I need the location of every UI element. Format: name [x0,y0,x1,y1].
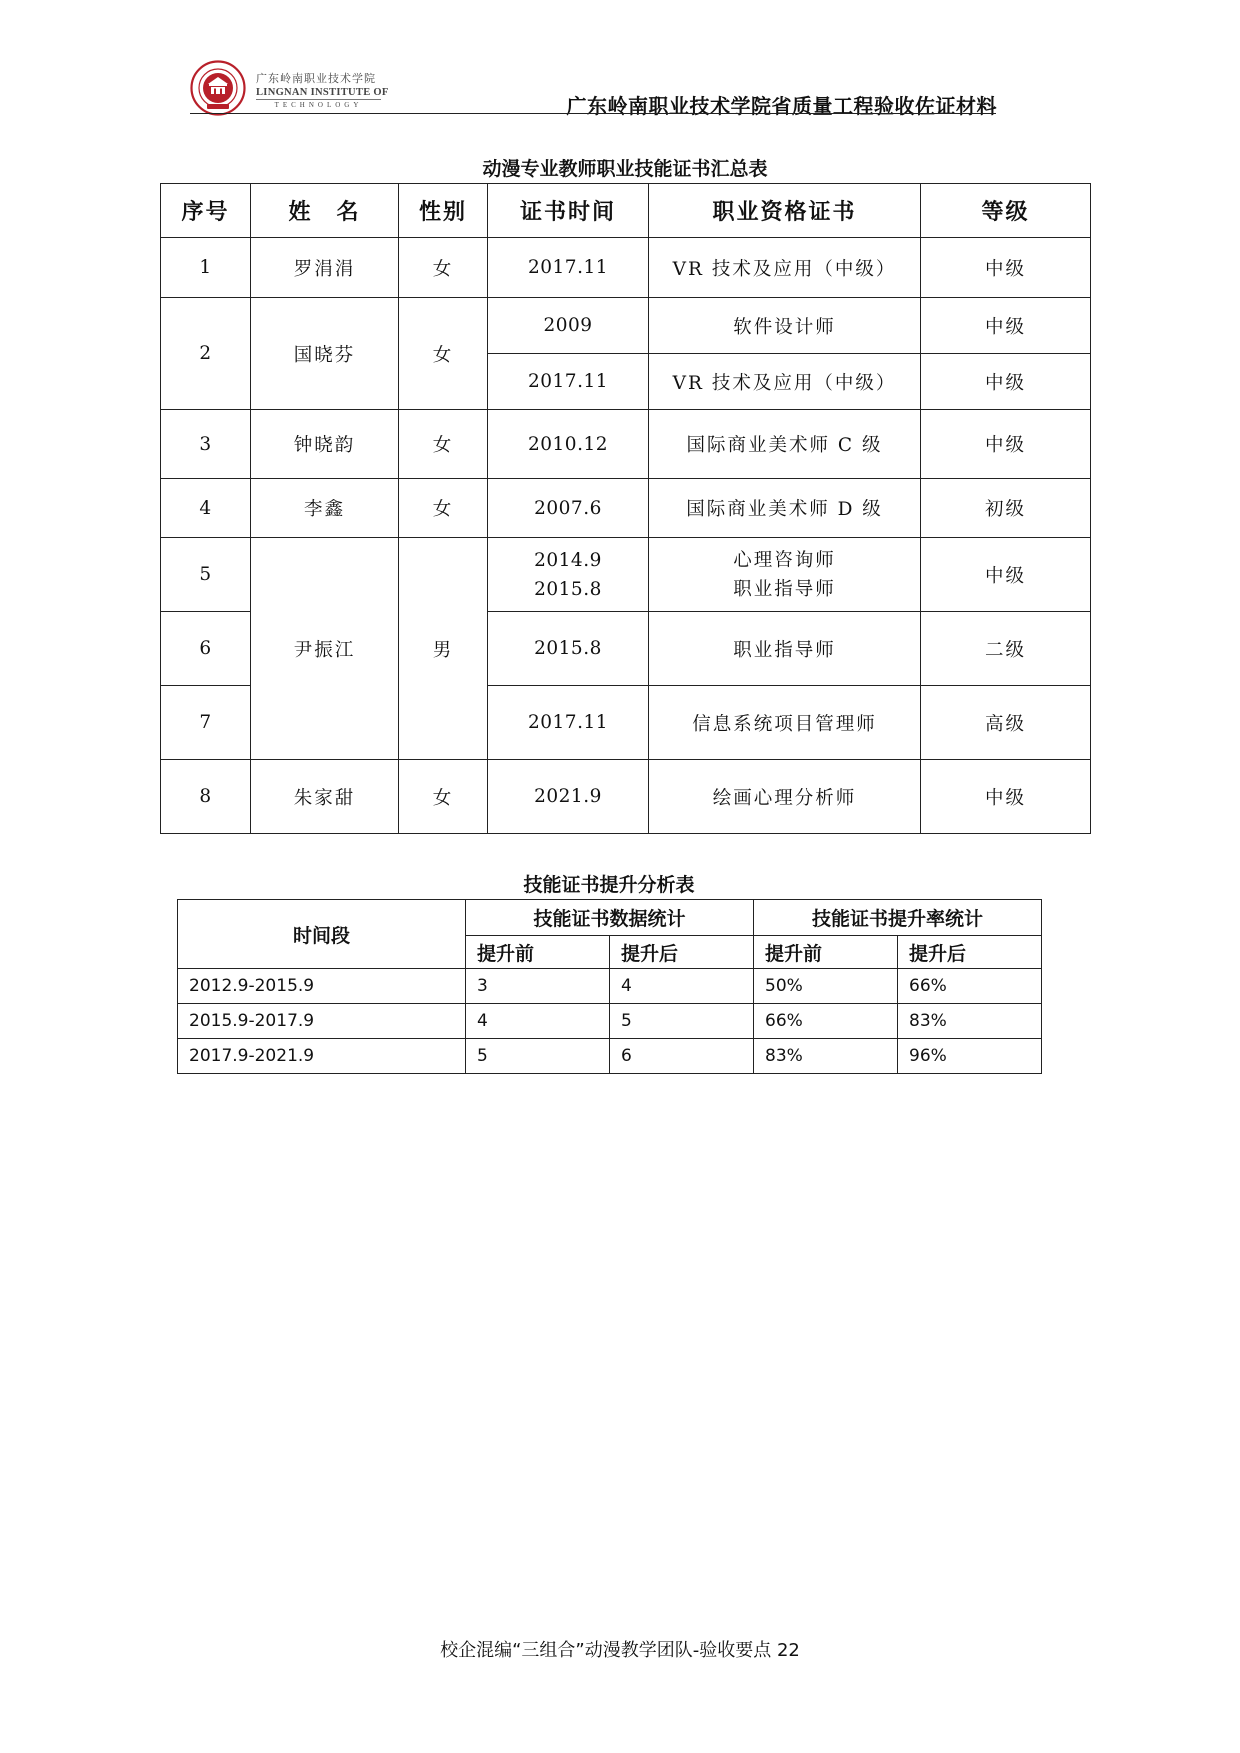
cell-rate-before: 66% [754,1004,898,1039]
cell-index: 2 [161,298,251,410]
cell-index: 8 [161,760,251,834]
table-row [161,479,1091,538]
cell-rate-after: 83% [898,1004,1042,1039]
cell-certificate: 信息系统项目管理师 [649,686,921,760]
cell-period: 2012.9-2015.9 [178,969,466,1004]
certificate-improvement-table [177,899,1042,1074]
cell-before: 5 [466,1039,610,1074]
cell-level: 中级 [921,410,1091,479]
cell-rate-before: 83% [754,1039,898,1074]
header-title: 广东岭南职业技术学院省质量工程验收佐证材料 [566,94,997,118]
header-period: 时间段 [178,900,466,969]
table1-header-row [161,184,1091,238]
cell-date-line: 2014.9 [534,549,602,571]
cell-before: 3 [466,969,610,1004]
header-cert-date: 证书时间 [488,184,649,238]
cell-gender: 女 [399,479,488,538]
cell-name: 朱家甜 [251,760,399,834]
cell-before: 4 [466,1004,610,1039]
table2-header-row [178,900,1042,936]
school-seal-logo [190,60,246,116]
cell-certificate: 国际商业美术师 D 级 [649,479,921,538]
cell-name: 李鑫 [251,479,399,538]
cell-certificate: 软件设计师 [649,298,921,354]
cell-date-line: 2015.8 [534,578,602,600]
header-divider [190,113,996,114]
cell-date: 2010.12 [488,410,649,479]
cell-name: 钟晓韵 [251,410,399,479]
header-index: 序号 [161,184,251,238]
header-rate-stats: 技能证书提升率统计 [754,900,1042,936]
cell-date: 2017.11 [488,238,649,298]
table-row [161,538,1091,612]
header-after: 提升后 [610,936,754,969]
cell-index: 6 [161,612,251,686]
page-footer: 校企混编“三组合”动漫教学团队-验收要点 22 [440,1640,800,1661]
cell-certificate-line: 心理咨询师 [733,549,836,571]
cell-level: 高级 [921,686,1091,760]
header-before: 提升前 [466,936,610,969]
cell-date: 2009 [488,298,649,354]
header-rate-before: 提升前 [754,936,898,969]
certificate-summary-table [160,183,1091,834]
cell-index: 3 [161,410,251,479]
cell-date: 2021.9 [488,760,649,834]
cell-period: 2015.9-2017.9 [178,1004,466,1039]
cell-after: 4 [610,969,754,1004]
cell-level: 中级 [921,760,1091,834]
cell-period: 2017.9-2021.9 [178,1039,466,1074]
cell-certificate-line: 职业指导师 [733,578,836,600]
header-gender: 性别 [399,184,488,238]
cell-date: 2007.6 [488,479,649,538]
cell-name: 国晓芬 [251,298,399,410]
cell-date: 2017.11 [488,686,649,760]
table-row [161,760,1091,834]
cell-date [488,538,649,612]
cell-level: 中级 [921,354,1091,410]
cell-date: 2017.11 [488,354,649,410]
cell-level: 中级 [921,238,1091,298]
cell-gender: 女 [399,238,488,298]
cell-certificate: VR 技术及应用（中级） [649,238,921,298]
cell-level: 中级 [921,298,1091,354]
cell-name: 罗涓涓 [251,238,399,298]
cell-certificate: 绘画心理分析师 [649,760,921,834]
header-data-stats: 技能证书数据统计 [466,900,754,936]
table1-title: 动漫专业教师职业技能证书汇总表 [482,158,768,180]
cell-certificate [649,538,921,612]
cell-date: 2015.8 [488,612,649,686]
cell-certificate: 职业指导师 [649,612,921,686]
cell-index: 5 [161,538,251,612]
table2-title: 技能证书提升分析表 [523,874,695,896]
cell-name: 尹振江 [251,538,399,760]
table-row [161,410,1091,479]
table-row [178,969,1042,1004]
cell-rate-before: 50% [754,969,898,1004]
cell-index: 7 [161,686,251,760]
cell-level: 初级 [921,479,1091,538]
cell-rate-after: 96% [898,1039,1042,1074]
header-level: 等级 [921,184,1091,238]
table-row [178,1004,1042,1039]
cell-index: 1 [161,238,251,298]
header-name: 姓 名 [251,184,399,238]
table-row [161,238,1091,298]
cell-gender: 女 [399,298,488,410]
cell-level: 二级 [921,612,1091,686]
header-rate-after: 提升后 [898,936,1042,969]
table-row [161,298,1091,354]
table-row [178,1039,1042,1074]
cell-after: 6 [610,1039,754,1074]
cell-gender: 男 [399,538,488,760]
cell-certificate: 国际商业美术师 C 级 [649,410,921,479]
logo-name-en-sub: TECHNOLOGY [256,99,381,109]
logo-wordmark [256,70,389,109]
logo-name-cn: 广东岭南职业技术学院 [256,72,376,85]
cell-gender: 女 [399,410,488,479]
cell-level: 中级 [921,538,1091,612]
cell-rate-after: 66% [898,969,1042,1004]
logo-name-en: LINGNAN INSTITUTE OF [256,87,389,98]
cell-after: 5 [610,1004,754,1039]
cell-gender: 女 [399,760,488,834]
header-certificate: 职业资格证书 [649,184,921,238]
cell-index: 4 [161,479,251,538]
cell-certificate: VR 技术及应用（中级） [649,354,921,410]
